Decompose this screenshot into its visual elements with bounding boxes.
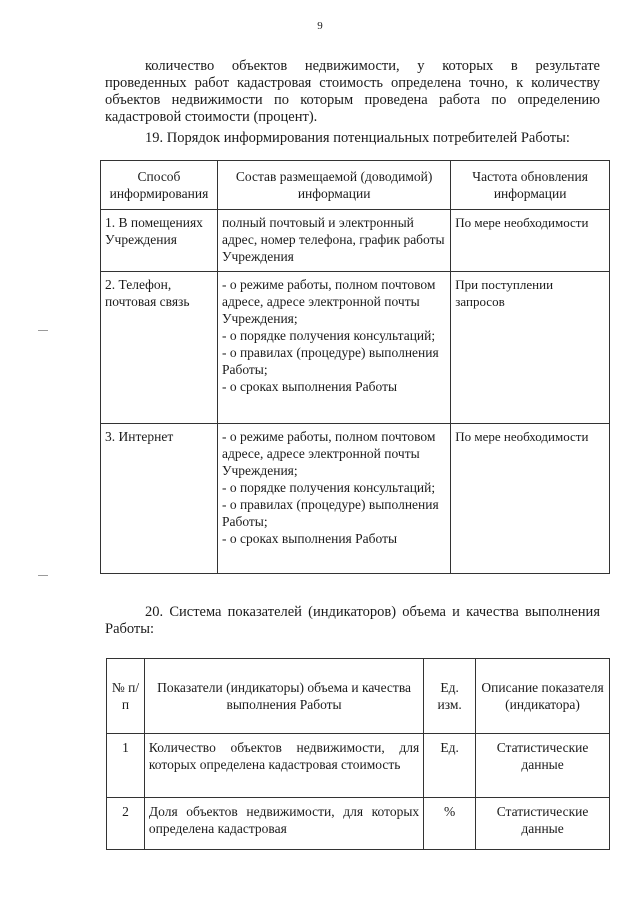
content-item: - о режиме работы, полном почтовом адресе, адресе электронной почты Учреждения; (221, 429, 436, 478)
row-frequency: По мере необходимости (451, 424, 610, 574)
header-indicator: Показатели (индикаторы) объема и качества выполнения Работы (144, 659, 423, 734)
table-row (101, 272, 610, 424)
row-frequency: При поступлении запросов (451, 272, 610, 424)
header-unit: Ед. изм. (424, 659, 476, 734)
row-frequency: По мере необходимости (451, 210, 610, 272)
page-number: 9 (317, 20, 323, 32)
content-item: - о правилах (процедуре) выполнения Работы; (221, 497, 439, 529)
margin-mark (38, 330, 48, 331)
header-number: № п/п (107, 659, 145, 734)
row-number: 1 (107, 734, 145, 798)
table-row (107, 734, 610, 798)
content-item: - о режиме работы, полном почтовом адресе, адресе электронной почты Учреждения; (221, 277, 436, 326)
table-row (101, 210, 610, 272)
row-description: Статистические данные (476, 798, 610, 850)
section-20-paragraph (105, 604, 600, 638)
header-method: Способ информирования (101, 161, 218, 210)
section-19-heading: 19. Порядок информирования потенциальных потребителей Работы: (145, 130, 570, 146)
content-item: - о порядке получения консультаций; (221, 328, 436, 343)
informing-table (100, 160, 610, 574)
section-20-text: 20. Система показателей (индикаторов) объема и качества выполнения Работы: (105, 604, 600, 637)
content-item: - о порядке получения консультаций; (221, 480, 436, 495)
indicators-table (106, 658, 610, 850)
table-row (101, 424, 610, 574)
row-method: 2. Телефон, почтовая связь (101, 272, 218, 424)
row-method: 3. Интернет (101, 424, 218, 574)
row-method: 1. В помещениях Учреждения (101, 210, 218, 272)
informing-table-header (101, 161, 610, 210)
margin-mark (38, 575, 48, 576)
row-content: полный почтовый и электронный адрес, номер телефона, график работы Учреждения (217, 210, 450, 272)
header-content: Состав размещаемой (доводимой) информации (217, 161, 450, 210)
row-unit: Ед. (424, 734, 476, 798)
row-content (217, 272, 450, 424)
row-number: 2 (107, 798, 145, 850)
row-indicator: Количество объектов недвижимости, для которых определена кадастровая стоимость (144, 734, 423, 798)
row-content (217, 424, 450, 574)
header-description: Описание показателя (индикатора) (476, 659, 610, 734)
table-row (107, 798, 610, 850)
content-item: - о сроках выполнения Работы (221, 379, 398, 394)
header-frequency: Частота обновления информации (451, 161, 610, 210)
row-description: Статистические данные (476, 734, 610, 798)
intro-paragraph-text: количество объектов недвижимости, у которых в результате проведенных работ кадастровая стоимость определена точно, к количеству объектов недвижимости по которым проведена работа по определению кадастровой стоимости (процент). (105, 58, 600, 125)
indicators-table-header (107, 659, 610, 734)
content-item: - о правилах (процедуре) выполнения Работы; (221, 345, 439, 377)
intro-paragraph (105, 58, 600, 126)
row-unit: % (424, 798, 476, 850)
row-indicator: Доля объектов недвижимости, для которых определена кадастровая (144, 798, 423, 850)
content-item: - о сроках выполнения Работы (221, 531, 398, 546)
